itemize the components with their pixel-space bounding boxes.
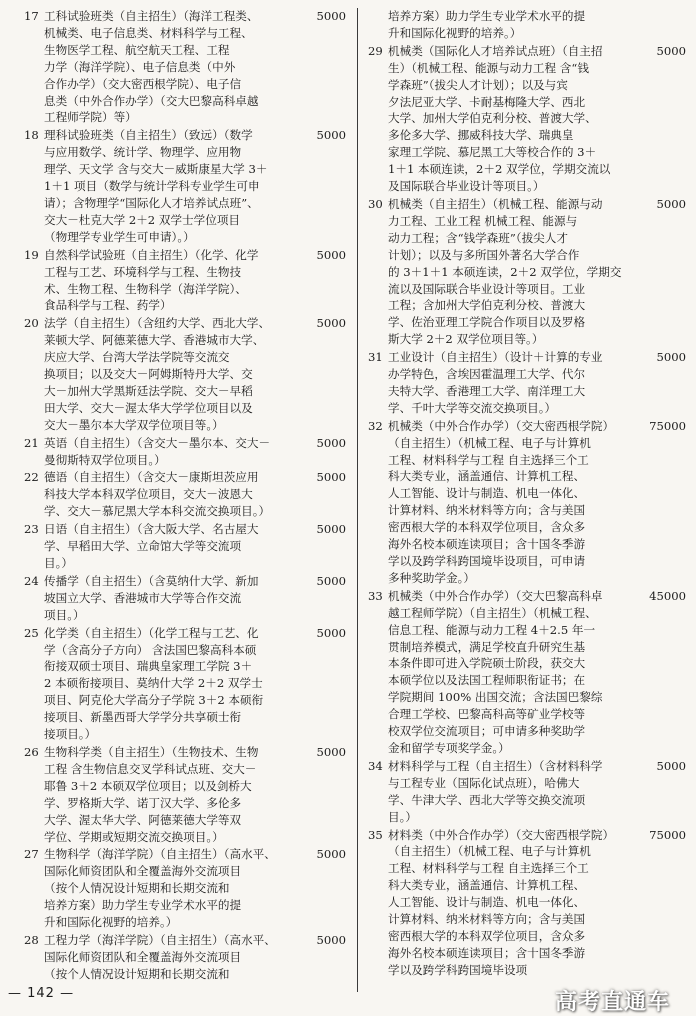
entry-description: 理科试验班类（自主招生）（致远）（数学 与应用数学、统计学、物理学、应用物 理学、天文学 含与交大－威斯康星大学 3＋ 1＋1 项目（数学与统计学科专业学生可申 请）；含物理学“国际化人才培养试点班”、 交大－杜克大学 2＋2 双学士学位项目 （物理学专业学生可申请）。） [44, 128, 268, 244]
right-column [368, 8, 686, 980]
entry-description: 化学类（自主招生）（化学工程与工艺、化 学（含高分子方向） 含法国巴黎高科本硕 衔接双硕士项目、瑞典皇家理工学院 3＋ 2 本硕衔接项目、莫纳什大学 2＋2 双学士 项目、阿克伦大学高分子学院 3＋2 本硕衔 接项目、新墨西哥大学学分共享硕士衔 接项目。） [44, 625, 264, 742]
program-entry [24, 315, 346, 433]
program-entry [24, 846, 346, 931]
program-entry [368, 43, 686, 195]
program-entry [24, 625, 346, 743]
entry-description: 英语（自主招生）（含交大－墨尔本、交大－ 曼彻斯特双学位项目。） [44, 435, 271, 467]
column-divider [357, 8, 358, 992]
program-entry [24, 469, 346, 520]
entry-fee: 5000 [316, 744, 346, 759]
watermark-logo: 高考直通车 [554, 990, 670, 1015]
entry-number: 21 [24, 435, 39, 450]
left-column [24, 8, 346, 984]
program-entry [24, 521, 346, 572]
program-entry [24, 127, 346, 245]
entry-fee: 5000 [316, 847, 346, 862]
entry-fee: 5000 [316, 470, 346, 485]
program-entry [24, 932, 346, 983]
entry-fee: 5000 [316, 573, 346, 588]
entry-fee: 5000 [656, 758, 686, 773]
entry-fee: 5000 [656, 196, 686, 211]
entry-fee: 5000 [316, 435, 346, 450]
entry-description: 工业设计（自主招生）（设计＋计算的专业 办学特色，含埃因霍温理工大学、代尔 夫特大学、香港理工大学、南洋理工大 学、千叶大学等交流交换项目。） [388, 350, 603, 415]
entry-description: 机械类（国际化人才培养试点班）（自主招 生）（机械工程、能源与动力工程 含“钱 学森班”（拔尖人才计划）；以及与宾 夕法尼亚大学、卡耐基梅隆大学、西北 大学、加州大学伯克利分校、普渡大学、 多伦多大学、挪威科技大学、瑞典皇 家理工学院、慕尼黑工大等校合作的 3＋ 1＋1 本硕连读，2＋2 双学位，学期交流以 及国际联合毕业设计等项目。） [388, 43, 611, 194]
entry-number: 20 [24, 316, 39, 331]
entry-number: 35 [368, 827, 383, 842]
program-entry [368, 827, 686, 979]
entry-fee: 5000 [316, 932, 346, 947]
entry-fee: 5000 [316, 128, 346, 143]
program-entry [368, 349, 686, 417]
page-number: — 142 — [8, 986, 75, 1001]
entry-description: 机械类（中外合作办学）（交大巴黎高科卓 越工程师学院）（自主招生）（机械工程、 信息工程、能源与动力工程 4＋2.5 年一 贯制培养模式，满足学校直升研究生基 本条件即可进入学院硕士阶段，获交大 本硕学位以及法国工程师职衔证书；在 学院期间 100% 出国交流；含法国巴黎综 合理工学校、巴黎高科高等矿业学校等 校双学位交流项目；可申请多种奖助学 金和留学专项奖学金。） [388, 588, 603, 755]
entry-number: 18 [24, 128, 39, 143]
entry-fee: 5000 [316, 522, 346, 537]
entry-number: 26 [24, 744, 39, 759]
entry-description: 法学（自主招生）（含纽约大学、西北大学、 莱顿大学、阿德莱德大学、香港城市大学、 庆应大学、台湾大学法学院等交流交 换项目；以及交大－阿姆斯特丹大学、交 大－加州大学黑斯廷法学院、交大－早稻 田大学、交大－渥太华大学学位项目以及 交大－墨尔本大学双学位项目等。） [44, 316, 271, 432]
program-entry [24, 247, 346, 315]
program-entry [368, 196, 686, 348]
entry-number: 34 [368, 758, 383, 773]
entry-description: 日语（自主招生）（含大阪大学、名古屋大 学、早稻田大学、立命馆大学等交流项 目。） [44, 522, 259, 570]
program-entry [368, 418, 686, 587]
entry-description: 德语（自主招生）（含交大－康斯坦茨应用 科技大学本科双学位项目，交大－波恩大 学、交大－慕尼黑大学本科交流交换项目。） [44, 470, 271, 519]
entry-number: 25 [24, 625, 39, 640]
entry-number: 24 [24, 573, 39, 588]
entry-description: 材料类（中外合作办学）（交大密西根学院） （自主招生）（机械工程、电子与计算机 工程、材料科学与工程 自主选择三个工 科大类专业，涵盖通信、计算机工程、 人工智能、设计与制造、机电一体化、 计算材料、纳米材料等方向；含与美国 密西根大学的本科双学位项目，含众多 海外名校本硕连读项目；含十国冬季游 学以及跨学科跨国境毕设项 [388, 827, 615, 977]
entry-description: 生物科学类（自主招生）（生物技术、生物 工程 含生物信息交叉学科试点班、交大－ 耶鲁 3＋2 本硕双学位项目；以及剑桥大 学、罗格斯大学、诺丁汉大学、多伦多 大学、渥太华大学、阿德莱德大学等双 学位、学期或短期交流交换项目。） [44, 744, 259, 844]
entry-fee: 5000 [656, 43, 686, 58]
program-entry [24, 8, 346, 126]
entry-number: 33 [368, 588, 383, 603]
program-entry [368, 8, 686, 42]
entry-description: 工科试验班类（自主招生）（海洋工程类、 机械类、电子信息类、材料科学与工程、 生物医学工程、航空航天工程、工程 力学（海洋学院）、电子信息类（中外 合作办学）（交大密西根学院）、电子信 息类（中外合作办学）（交大巴黎高科卓越 工程师学院）等） [44, 9, 259, 125]
entry-description: 自然科学试验班（自主招生）（化学、化学 工程与工艺、环境科学与工程、生物技 术、生物工程、生物科学（海洋学院）、 食品科学与工程、药学） [44, 247, 259, 313]
program-entry [368, 758, 686, 826]
entry-fee: 5000 [656, 350, 686, 365]
entry-description: 传播学（自主招生）（含莫纳什大学、新加 坡国立大学、香港城市大学等合作交流 项目。） [44, 573, 259, 622]
program-entry [24, 573, 346, 624]
entry-fee: 5000 [316, 247, 346, 262]
entry-description: 材料科学与工程（自主招生）（含材料科学 与工程专业（国际化试点班），哈佛大 学、牛津大学、西北大学等交换交流项 目。） [388, 758, 603, 824]
entry-description: 机械类（自主招生）（机械工程、能源与动 力工程、工业工程 机械工程、能源与 动力工程；含“钱学森班”（拔尖人才 计划）；以及与多所国外著名大学合作 的 3＋1＋1 本硕连读，2＋2 双学位，学期交 流以及国际联合毕业设计等项目。工业 工程；含加州大学伯克利分校、普渡大 学、佐治亚理工学院合作项目以及罗格 斯大学 2＋2 双学位项目等。） [388, 196, 622, 347]
entry-fee: 5000 [316, 625, 346, 640]
entry-number: 19 [24, 247, 39, 262]
entry-number: 32 [368, 418, 383, 433]
entry-description: 工程力学（海洋学院）（自主招生）（高水平、 国际化师资团队和全覆盖海外交流项目 （按个人情况设计短期和长期交流和 [44, 932, 276, 981]
program-entry [24, 435, 346, 469]
entry-number: 28 [24, 932, 39, 947]
program-entry [24, 744, 346, 845]
entry-number: 23 [24, 522, 39, 537]
entry-fee: 75000 [649, 827, 686, 842]
entry-number: 17 [24, 9, 39, 23]
entry-number: 22 [24, 470, 39, 485]
entry-description: 机械类（中外合作办学）（交大密西根学院） （自主招生）（机械工程、电子与计算机 工程、材料科学与工程 自主选择三个工 科大类专业，涵盖通信、计算机工程、 人工智能、设计与制造、机电一体化、 计算材料、纳米材料等方向；含与美国 密西根大学的本科双学位项目，含众多 海外名校本硕连读项目；含十国冬季游 学以及跨学科跨国境毕设项目，可申请 多种奖助学金。） [388, 418, 615, 585]
entry-description: 生物科学（海洋学院）（自主招生）（高水平、 国际化师资团队和全覆盖海外交流项目 （按个人情况设计短期和长期交流和 培养方案）助力学生专业学术水平的提 升和国际化视野的培养。） [44, 847, 276, 930]
entry-number: 29 [368, 43, 383, 58]
program-entry [368, 588, 686, 757]
entry-number: 27 [24, 847, 39, 862]
entry-fee: 75000 [649, 418, 686, 433]
entry-fee: 5000 [316, 9, 346, 23]
entry-fee: 45000 [649, 588, 686, 603]
entry-description: 培养方案）助力学生专业学术水平的提 升和国际化视野的培养。） [388, 9, 586, 40]
entry-fee: 5000 [316, 316, 346, 331]
entry-number: 30 [368, 196, 383, 211]
entry-number: 31 [368, 350, 383, 365]
